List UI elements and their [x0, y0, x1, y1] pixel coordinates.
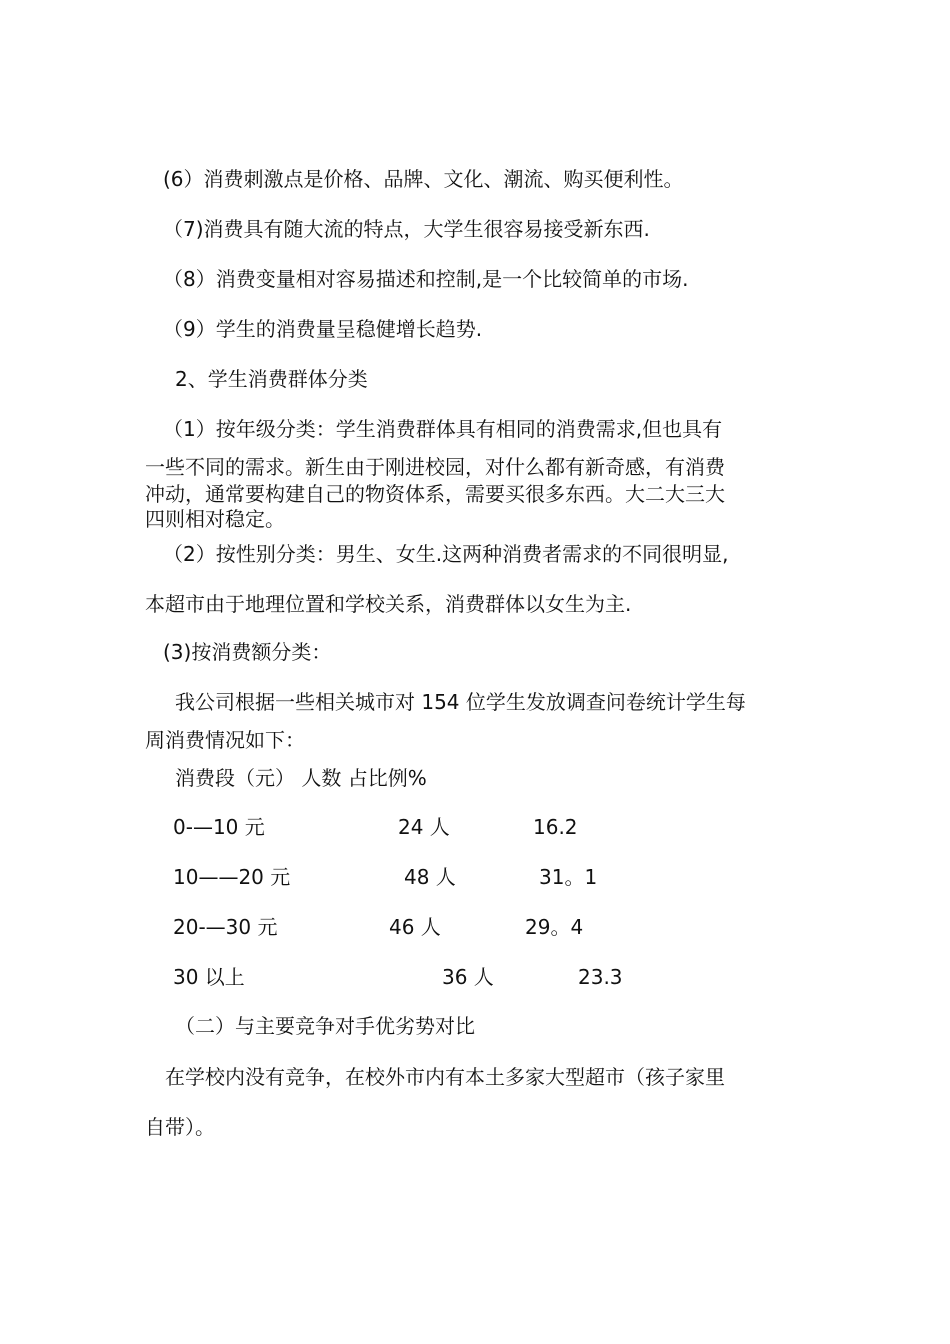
table-cell-count: 46 人	[389, 915, 441, 939]
table-cell-ratio: 16.2	[533, 815, 578, 839]
paragraph-survey-line-2: 周消费情况如下：	[145, 728, 305, 752]
paragraph-steady-growth: （9）学生的消费量呈稳健增长趋势.	[163, 317, 483, 341]
table-cell-count: 36 人	[442, 965, 494, 989]
table-cell-range: 10——20 元	[173, 865, 291, 889]
paragraph-competition-line-2: 自带）。	[145, 1115, 215, 1139]
paragraph-survey-line-1: 我公司根据一些相关城市对 154 位学生发放调查问卷统计学生每	[175, 690, 746, 714]
table-header: 消费段（元） 人数 占比例%	[175, 766, 427, 790]
paragraph-easy-control: （8）消费变量相对容易描述和控制,是一个比较简单的市场.	[163, 267, 689, 291]
paragraph-by-gender-line-2: 本超市由于地理位置和学校关系，消费群体以女生为主.	[145, 592, 632, 616]
paragraph-by-grade-line-1: （1）按年级分类：学生消费群体具有相同的消费需求,但也具有	[163, 417, 723, 441]
table-cell-count: 48 人	[404, 865, 456, 889]
table-cell-count: 24 人	[398, 815, 450, 839]
table-cell-ratio: 29。4	[525, 915, 584, 939]
paragraph-by-grade-line-2: 一些不同的需求。新生由于刚进校园，对什么都有新奇感，有消费	[145, 455, 725, 479]
subheading-group-classification: 2、学生消费群体分类	[175, 367, 368, 391]
table-cell-range: 20-—30 元	[173, 915, 278, 939]
paragraph-competition-line-1: 在学校内没有竞争，在校外市内有本土多家大型超市（孩子家里	[165, 1065, 725, 1089]
table-cell-ratio: 23.3	[578, 965, 623, 989]
paragraph-by-amount: (3)按消费额分类：	[163, 640, 332, 664]
paragraph-by-gender-line-1: （2）按性别分类：男生、女生.这两种消费者需求的不同很明显,	[163, 542, 729, 566]
table-cell-range: 0-—10 元	[173, 815, 265, 839]
paragraph-by-grade-line-3: 冲动，通常要构建自己的物资体系，需要买很多东西。大二大三大	[145, 482, 725, 506]
paragraph-by-grade-line-4: 四则相对稳定。	[145, 507, 285, 531]
table-cell-range: 30 以上	[173, 965, 245, 989]
table-cell-ratio: 31。1	[539, 865, 598, 889]
paragraph-consumption-trigger: (6）消费刺激点是价格、品牌、文化、潮流、购买便利性。	[163, 167, 684, 191]
paragraph-follow-trend: （7)消费具有随大流的特点，大学生很容易接受新东西.	[163, 217, 650, 241]
section-heading-competition: （二）与主要竞争对手优劣势对比	[175, 1014, 475, 1038]
